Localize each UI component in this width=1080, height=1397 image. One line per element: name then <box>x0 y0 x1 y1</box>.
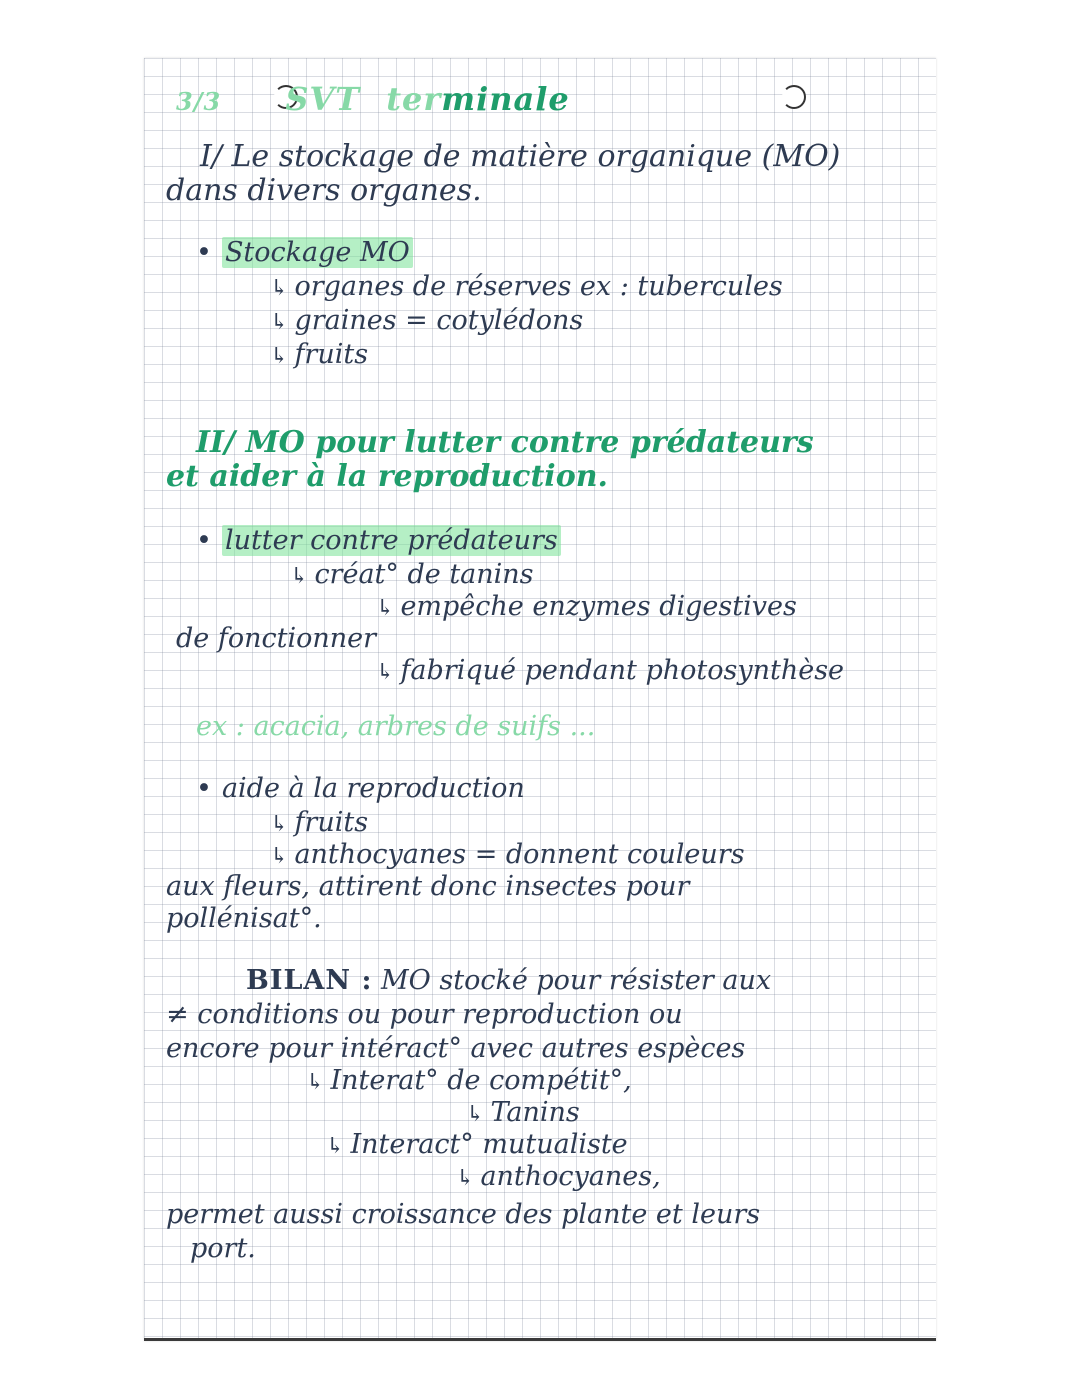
section2-sub5: ↳ anthocyanes = donnent couleurs <box>270 839 745 870</box>
section1-heading-line2: dans divers organes. <box>166 173 482 208</box>
bilan-line1: BILAN : MO stocké pour résister aux <box>246 965 772 996</box>
section2-sub3: ↳ fabriqué pendant photosynthèse <box>376 655 845 686</box>
bilan-line2: ≠ conditions ou pour reproduction ou <box>166 999 683 1030</box>
bilan-label: BILAN : <box>246 965 373 996</box>
binder-hole-right <box>782 85 806 109</box>
section1-item-3: ↳ fruits <box>270 339 369 370</box>
bilan-line4: permet aussi croissance des plante et leurs <box>166 1199 761 1230</box>
title-subject: SVT <box>285 80 361 118</box>
section2-sub2: ↳ empêche enzymes digestives <box>376 591 797 622</box>
bilan-sub2a: ↳ anthocyanes, <box>456 1161 661 1192</box>
section1-heading-line1: I/ Le stockage de matière organique (MO) <box>200 139 841 174</box>
bilan-sub1a: ↳ Tanins <box>466 1097 580 1128</box>
title-level-a: ter <box>386 80 442 118</box>
page-header <box>176 80 570 118</box>
section2-bullet2: • aide à la reproduction <box>196 773 525 804</box>
section1-item-1: ↳ organes de réserves ex : tubercules <box>270 271 783 302</box>
bilan-sub1: ↳ Interat° de compétit°, <box>306 1065 632 1096</box>
section2-sub4: ↳ fruits <box>270 807 369 838</box>
bilan-line5: port. <box>190 1233 256 1264</box>
section1-bullet: • Stockage MO <box>196 238 413 268</box>
section2-sub5-cont1: aux fleurs, attirent donc insectes pour <box>166 871 690 902</box>
section2-example: ex : acacia, arbres de suifs ... <box>196 711 596 742</box>
section2-bullet1: • lutter contre prédateurs <box>196 526 561 556</box>
section2-heading-line1: II/ MO pour lutter contre prédateurs <box>196 425 814 460</box>
bilan-sub2: ↳ Interact° mutualiste <box>326 1129 628 1160</box>
section2-sub2-cont: de fonctionner <box>176 623 377 654</box>
title-level-b: minale <box>441 80 570 118</box>
bilan-line3: encore pour intéract° avec autres espèces <box>166 1033 746 1064</box>
lutter-label: lutter contre prédateurs <box>222 525 561 556</box>
section2-sub1: ↳ créat° de tanins <box>290 559 534 590</box>
section2-sub5-cont2: pollénisat°. <box>166 903 322 934</box>
stockage-label: Stockage MO <box>222 237 413 268</box>
page-number: 3/3 <box>176 87 222 116</box>
section1-item-2: ↳ graines = cotylédons <box>270 305 584 336</box>
section2-heading-line2: et aider à la reproduction. <box>166 459 608 494</box>
